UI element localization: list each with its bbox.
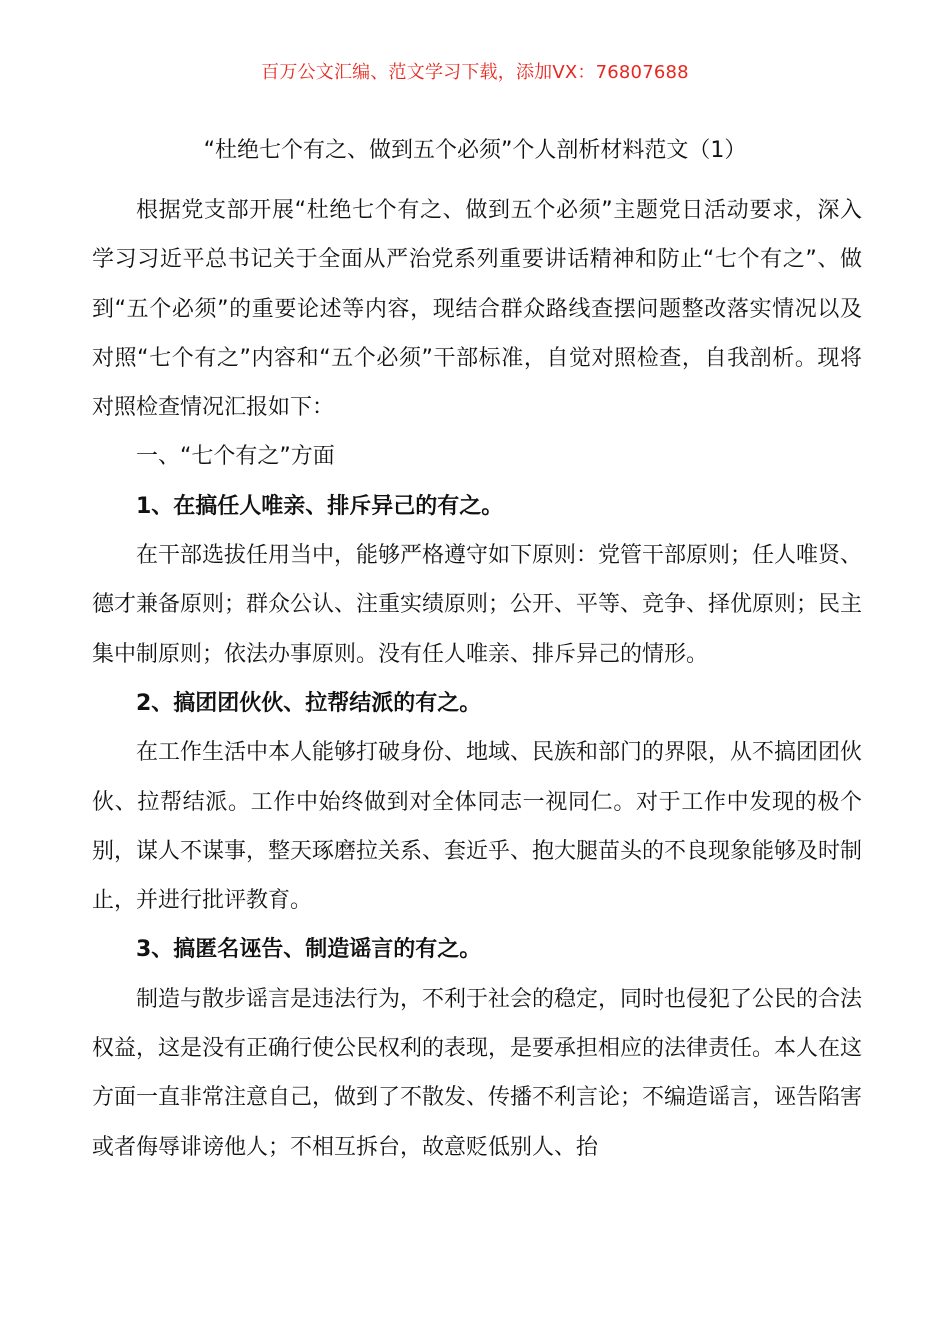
item-2-heading: 2、搞团团伙伙、拉帮结派的有之。 [136,690,482,716]
section-heading-seven: 一、“七个有之”方面 [136,444,335,470]
item-1-body: 在干部选拔任用当中，能够严格遵守如下原则：党管干部原则；任人唯贤、德才兼备原则；群众公认、注重实绩原则；公开、平等、竞争、择优原则；民主集中制原则；依法办事原则。没有任人唯亲、排斥异己的情形。 [92,543,863,667]
document-body [92,186,862,1172]
item-2-body: 在工作生活中本人能够打破身份、地域、民族和部门的界限，从不搞团团伙伙、拉帮结派。工作中始终做到对全体同志一视同仁。对于工作中发现的极个别，谋人不谋事，整天琢磨拉关系、套近乎、抱大腿苗头的不良现象能够及时制止，并进行批评教育。 [92,740,863,914]
document-title: “杜绝七个有之、做到五个必须”个人剖析材料范文（1） [203,138,747,163]
intro-paragraph: 根据党支部开展“杜绝七个有之、做到五个必须”主题党日活动要求，深入学习习近平总书记关于全面从严治党系列重要讲话精神和防止“七个有之”、做到“五个必须”的重要论述等内容，现结合群众路线查摆问题整改落实情况以及对照“七个有之”内容和“五个必须”干部标准，自觉对照检查，自我剖析。现将对照检查情况汇报如下： [92,198,862,421]
watermark-header: 百万公文汇编、范文学习下载，添加VX：76807688 [261,62,689,83]
item-3-heading: 3、搞匿名诬告、制造谣言的有之。 [136,937,482,963]
item-3-body: 制造与散步谣言是违法行为，不利于社会的稳定，同时也侵犯了公民的合法权益，这是没有正确行使公民权利的表现，是要承担相应的法律责任。本人在这方面一直非常注意自己，做到了不散发、传播不利言论；不编造谣言，诬告陷害或者侮辱诽谤他人；不相互拆台，故意贬低别人、抬 [92,986,863,1160]
item-1-heading: 1、在搞任人唯亲、排斥异己的有之。 [136,493,504,519]
